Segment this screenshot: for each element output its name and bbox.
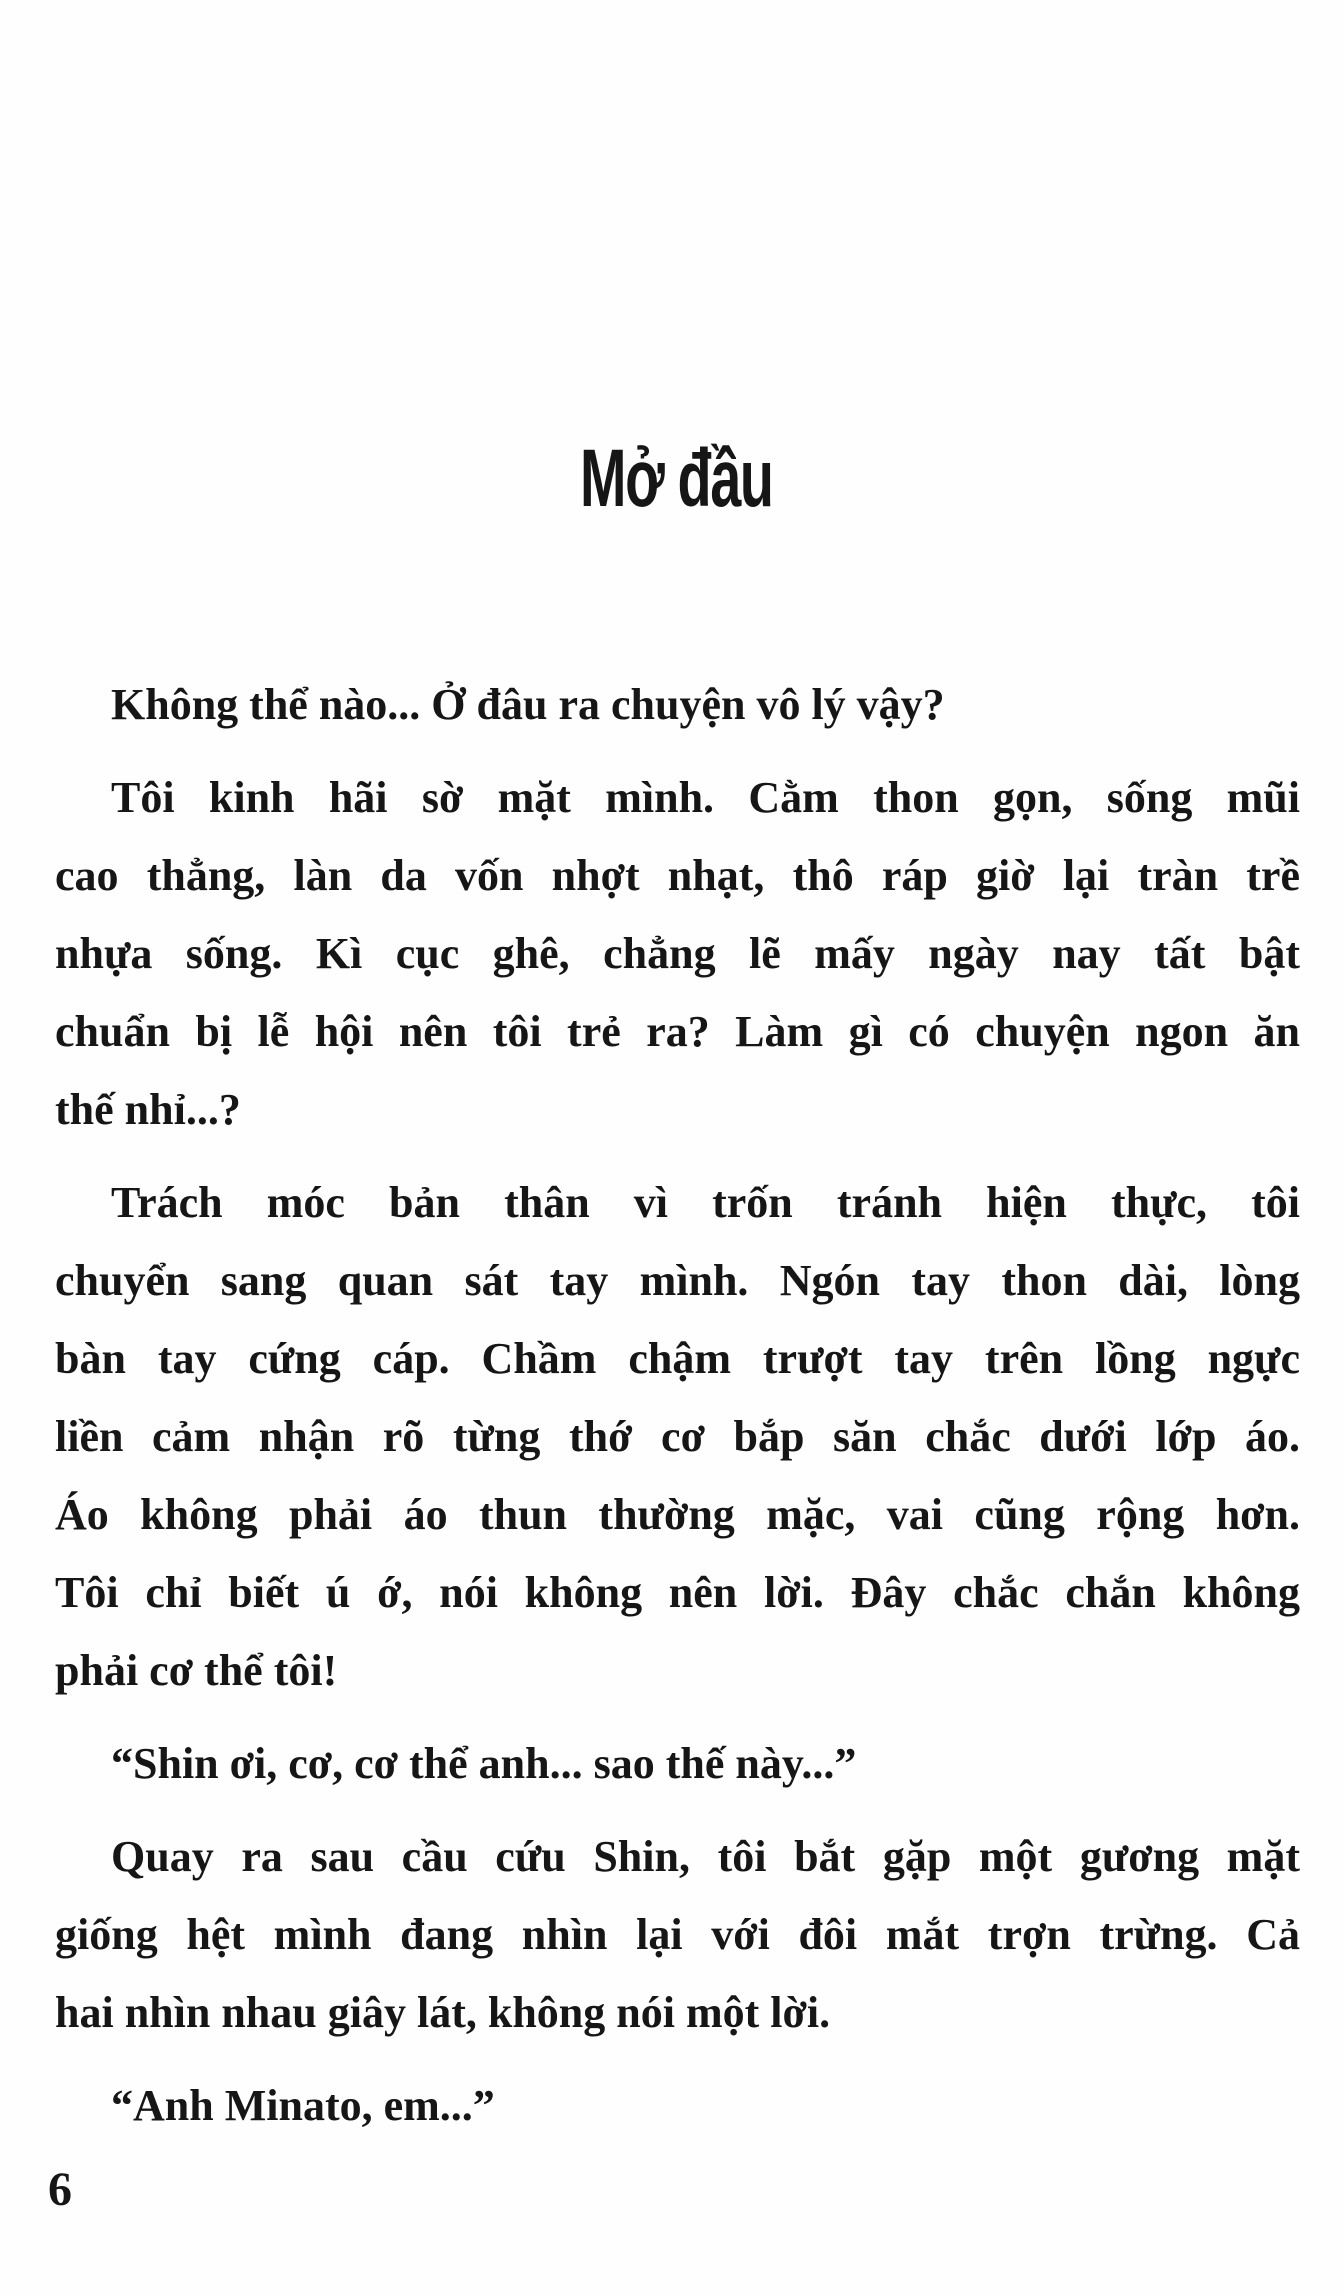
text-line: hai nhìn nhau giây lát, không nói một lời. xyxy=(55,1988,831,2037)
text-line: Quay ra sau cầu cứu Shin, tôi bắt gặp một gương mặt xyxy=(111,1832,1300,1881)
text-line: Trách móc bản thân vì trốn tránh hiện thực, tôi xyxy=(111,1178,1300,1227)
text-line: bàn tay cứng cáp. Chầm chậm trượt tay trên lồng ngực xyxy=(55,1334,1300,1383)
text-line: chuyển sang quan sát tay mình. Ngón tay thon dài, lòng xyxy=(55,1256,1300,1305)
chapter-title: Mở đầu xyxy=(580,433,773,524)
text-line: Áo không phải áo thun thường mặc, vai cũng rộng hơn. xyxy=(55,1490,1300,1539)
text-line: “Shin ơi, cơ, cơ thể anh... sao thế này...” xyxy=(111,1739,857,1788)
text-line: Không thể nào... Ở đâu ra chuyện vô lý vậy? xyxy=(111,680,945,729)
text-line: Tôi chỉ biết ú ớ, nói không nên lời. Đây chắc chắn không xyxy=(55,1568,1300,1617)
page-number: 6 xyxy=(48,2163,72,2216)
text-line: thế nhỉ...? xyxy=(55,1085,241,1134)
text-line: giống hệt mình đang nhìn lại với đôi mắt trợn trừng. Cả xyxy=(55,1910,1300,1959)
text-line: liền cảm nhận rõ từng thớ cơ bắp săn chắc dưới lớp áo. xyxy=(55,1412,1300,1461)
text-line: chuẩn bị lễ hội nên tôi trẻ ra? Làm gì có chuyện ngon ăn xyxy=(55,1007,1300,1056)
text-line: phải cơ thể tôi! xyxy=(55,1646,338,1695)
text-line: “Anh Minato, em...” xyxy=(111,2081,495,2130)
text-line: Tôi kinh hãi sờ mặt mình. Cằm thon gọn, sống mũi xyxy=(111,773,1300,822)
body-text xyxy=(55,666,1300,2145)
text-line: cao thẳng, làn da vốn nhợt nhạt, thô ráp giờ lại tràn trề xyxy=(55,851,1300,900)
text-line: nhựa sống. Kì cục ghê, chẳng lẽ mấy ngày nay tất bật xyxy=(55,929,1300,978)
